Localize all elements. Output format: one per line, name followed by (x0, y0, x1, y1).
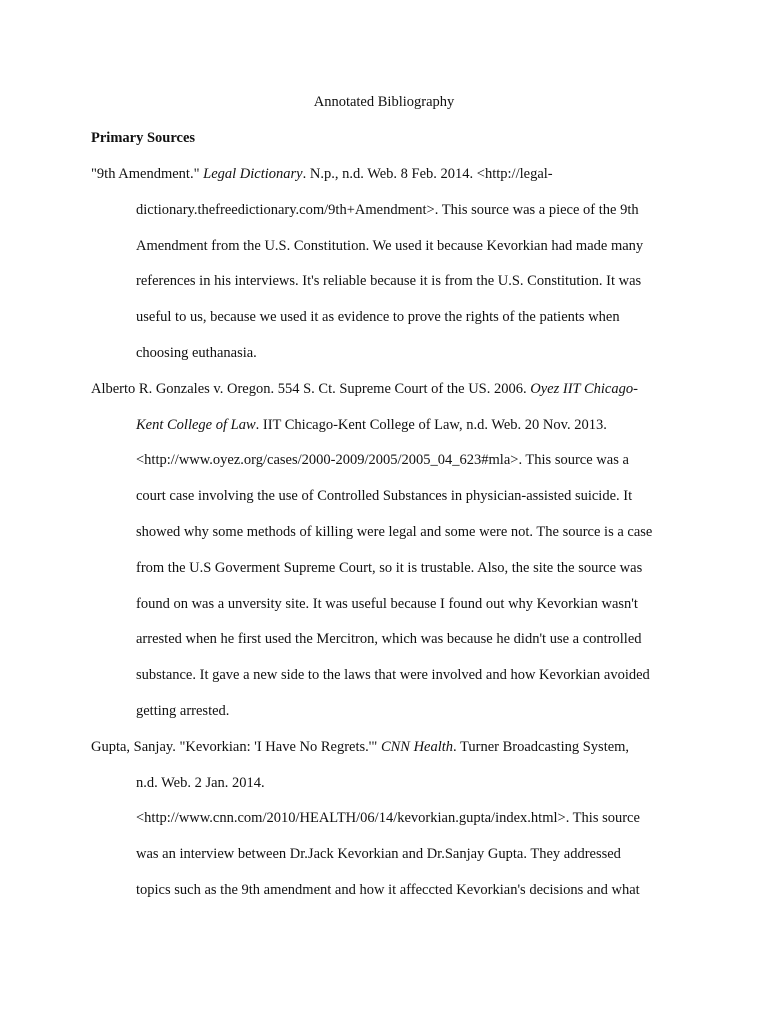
entry-continuation-line (136, 200, 639, 220)
entry-text: Alberto R. Gonzales v. Oregon. 554 S. Ct. Supreme Court of the US. 2006. (91, 381, 531, 397)
entry-text: Amendment from the U.S. Constitution. We used it because Kevorkian had made many (136, 238, 644, 254)
entry-continuation-line (136, 415, 607, 435)
entry-text: references in his interviews. It's reliable because it is from the U.S. Constitution. It was (136, 273, 642, 289)
entry-continuation-line (136, 307, 620, 327)
entry-continuation-line (136, 629, 642, 649)
entry-first-line (91, 164, 553, 184)
section-heading: Primary Sources (91, 130, 196, 146)
entry-text: dictionary.thefreedictionary.com/9th+Amendment>. This source was a piece of the 9th (136, 202, 639, 218)
entry-continuation-line (136, 773, 265, 793)
entry-text: useful to us, because we used it as evidence to prove the rights of the patients when (136, 309, 620, 325)
entry-text: substance. It gave a new side to the laws that were involved and how Kevorkian avoided (136, 667, 650, 683)
italic-title-text: Legal Dictionary (203, 166, 303, 182)
entry-text: n.d. Web. 2 Jan. 2014. (136, 775, 265, 791)
entry-continuation-line (136, 486, 632, 506)
entry-continuation-line (136, 522, 652, 542)
entry-text: <http://www.oyez.org/cases/2000-2009/2005/2005_04_623#mla>. This source was a (136, 452, 629, 468)
entry-text: choosing euthanasia. (136, 345, 257, 361)
entry-text: was an interview between Dr.Jack Kevorkian and Dr.Sanjay Gupta. They addressed (136, 846, 621, 862)
entry-text: topics such as the 9th amendment and how it affeccted Kevorkian's decisions and what (136, 882, 640, 898)
entry-first-line (91, 737, 629, 757)
entry-continuation-line (136, 844, 621, 864)
entry-continuation-line (136, 558, 642, 578)
entry-continuation-line (136, 808, 640, 828)
italic-title-text: Oyez IIT Chicago- (530, 381, 638, 397)
entry-continuation-line (136, 343, 257, 363)
entry-text: court case involving the use of Controlled Substances in physician-assisted suicide. It (136, 488, 633, 504)
entry-first-line (91, 379, 638, 399)
entry-text: "9th Amendment." (91, 166, 204, 182)
italic-title-text: Kent College of Law (136, 417, 256, 433)
entry-continuation-line (136, 701, 229, 721)
entry-text: . N.p., n.d. Web. 8 Feb. 2014. <http://legal- (302, 166, 553, 182)
entry-continuation-line (136, 880, 640, 900)
entry-text: found on was a unversity site. It was useful because I found out why Kevorkian wasn't (136, 596, 638, 612)
entry-text: getting arrested. (136, 703, 230, 719)
entry-text: <http://www.cnn.com/2010/HEALTH/06/14/kevorkian.gupta/index.html>. This source (136, 810, 640, 826)
entry-text: from the U.S Goverment Supreme Court, so it is trustable. Also, the site the source was (136, 560, 643, 576)
entry-text: showed why some methods of killing were legal and some were not. The source is a case (136, 524, 653, 540)
entry-text: arrested when he first used the Mercitron, which was because he didn't use a controlled (136, 631, 642, 647)
entry-text: Gupta, Sanjay. "Kevorkian: 'I Have No Regrets.'" (91, 739, 381, 755)
document-title: Annotated Bibliography (313, 94, 455, 110)
entry-continuation-line (136, 594, 638, 614)
entry-text: . IIT Chicago-Kent College of Law, n.d. Web. 20 Nov. 2013. (255, 417, 607, 433)
entry-continuation-line (136, 236, 643, 256)
entry-text: . Turner Broadcasting System, (453, 739, 630, 755)
entry-continuation-line (136, 665, 650, 685)
italic-title-text: CNN Health (380, 739, 454, 755)
entry-continuation-line (136, 450, 629, 470)
entry-continuation-line (136, 271, 641, 291)
